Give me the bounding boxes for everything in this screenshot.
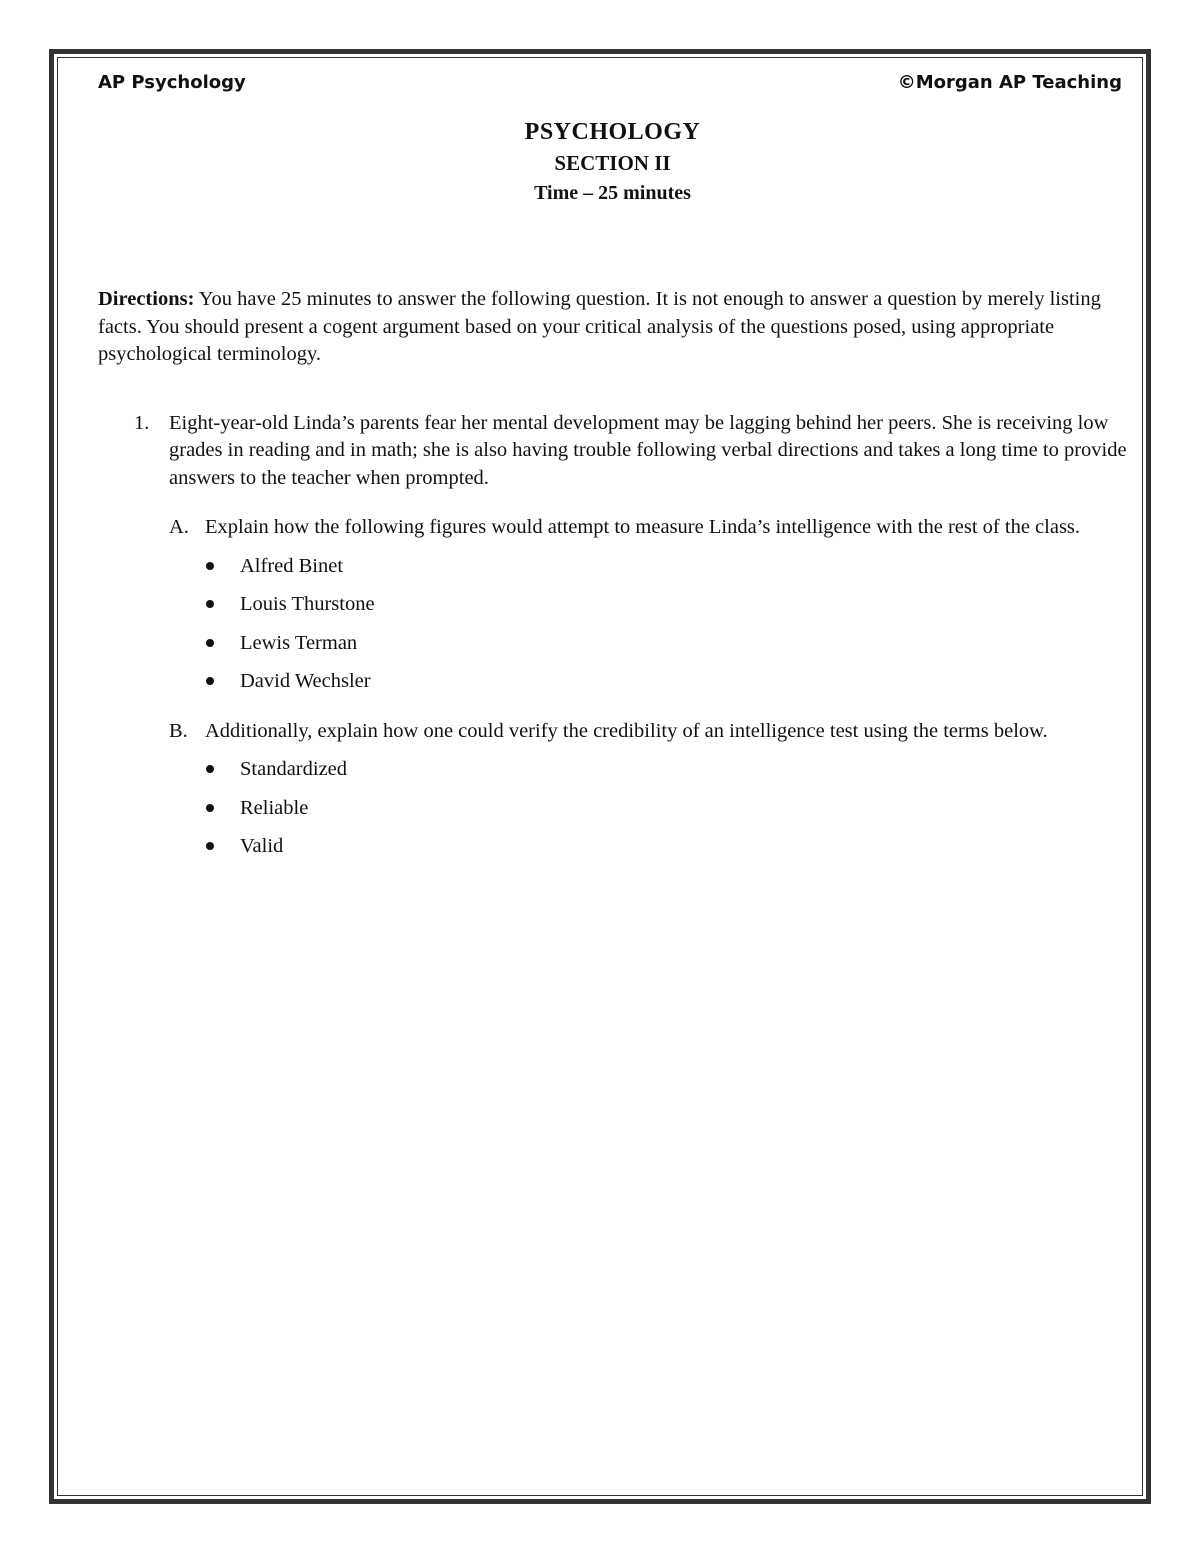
question-part-b — [169, 718, 1128, 861]
document-body — [98, 286, 1128, 872]
part-letter: B. — [169, 719, 188, 742]
part-a-bullet-list — [205, 553, 1128, 696]
header-course: AP Psychology — [98, 72, 246, 93]
question-1 — [98, 410, 1128, 861]
section-label: SECTION II — [554, 151, 671, 175]
list-item — [205, 591, 1128, 619]
bullet-icon — [206, 562, 214, 570]
bullet-icon — [206, 842, 214, 850]
bullet-icon — [206, 677, 214, 685]
list-item-text: Standardized — [240, 758, 348, 780]
bullet-icon — [206, 639, 214, 647]
list-item-text: Lewis Terman — [240, 631, 358, 654]
header-copyright: ©Morgan AP Teaching — [897, 72, 1122, 93]
part-text: Additionally, explain how one could verify the credibility of an intelligence test using the terms below. — [205, 719, 1048, 742]
list-item — [205, 795, 1128, 823]
part-letter: A. — [169, 516, 189, 538]
bullet-icon — [206, 804, 214, 812]
question-number: 1. — [134, 411, 150, 434]
bullet-icon — [206, 600, 214, 608]
list-item-text: Alfred Binet — [240, 554, 344, 577]
question-text: Eight-year-old Linda’s parents fear her mental development may be lagging behind her peers. She is receiving low grades in reading and in math; she is also having trouble following verbal directions and takes a long time to provide answers to the teacher when prompted. — [169, 411, 1127, 489]
list-item-text: Louis Thurstone — [240, 593, 375, 615]
directions-paragraph — [98, 286, 1128, 369]
title-block — [0, 116, 1200, 208]
list-item — [205, 630, 1128, 658]
directions-text: You have 25 minutes to answer the following question. It is not enough to answer a question by merely listing facts. You should present a cogent argument based on your critical analysis of the questions posed, using appropriate psychological terminology. — [98, 288, 1101, 365]
bullet-icon — [206, 765, 214, 773]
time-limit: Time – 25 minutes — [534, 182, 691, 204]
part-text: Explain how the following figures would attempt to measure Linda’s intelligence with the rest of the class. — [205, 516, 1081, 538]
list-item — [205, 553, 1128, 581]
list-item-text: David Wechsler — [240, 670, 371, 692]
list-item-text: Valid — [240, 835, 284, 857]
part-b-bullet-list — [205, 756, 1128, 861]
list-item — [205, 756, 1128, 784]
list-item — [205, 668, 1128, 696]
list-item — [205, 833, 1128, 861]
question-part-a — [169, 514, 1128, 696]
list-item-text: Reliable — [240, 796, 309, 819]
page-title: PSYCHOLOGY — [524, 119, 701, 145]
directions-label: Directions: — [98, 288, 195, 310]
